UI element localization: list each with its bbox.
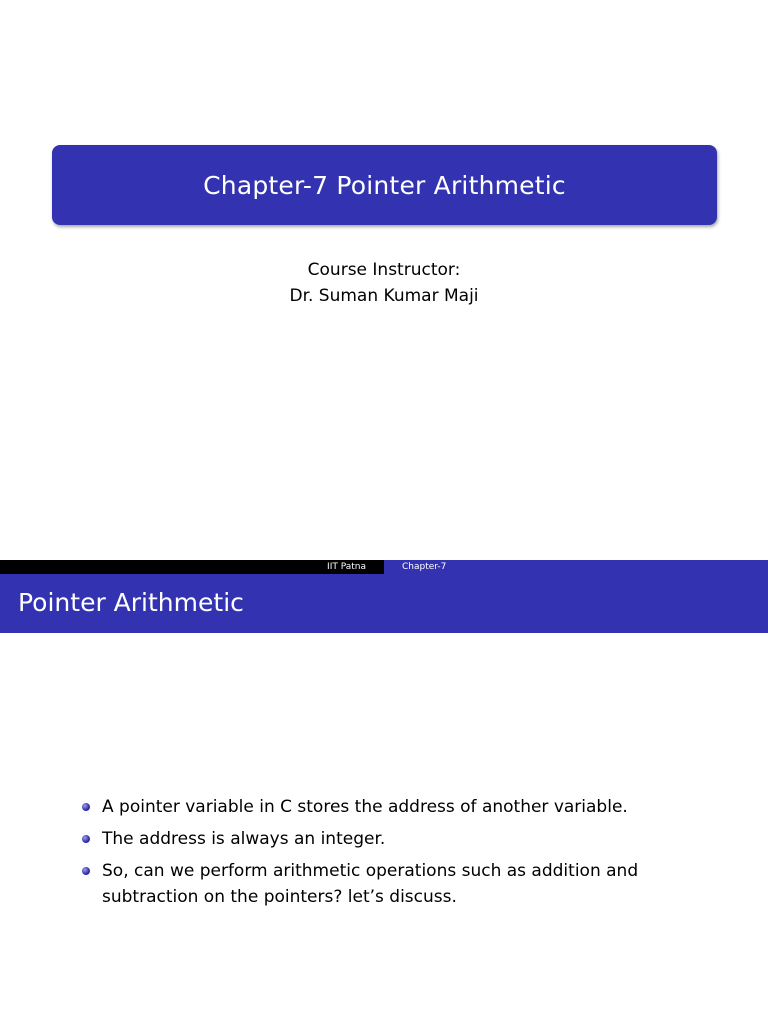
- list-item: [82, 826, 722, 852]
- title-box: [52, 145, 717, 225]
- bullet-list: [82, 794, 722, 916]
- bullet-icon: [82, 835, 90, 843]
- instructor-name: Dr. Suman Kumar Maji: [289, 286, 479, 306]
- footer-institute: IIT Patna: [0, 560, 384, 574]
- content-slide: [0, 560, 768, 1024]
- bullet-text: A pointer variable in C stores the address of another variable.: [102, 797, 628, 817]
- list-item: [82, 858, 722, 910]
- frame-title: Pointer Arithmetic: [18, 588, 244, 617]
- presentation-title: Chapter-7 Pointer Arithmetic: [203, 170, 566, 200]
- bullet-text: So, can we perform arithmetic operations such as addition and subtraction on the pointers? let’s discuss.: [102, 861, 639, 907]
- footer-bar: [0, 560, 768, 574]
- bullet-text: The address is always an integer.: [102, 829, 386, 849]
- instructor-label: Course Instructor:: [307, 260, 461, 280]
- list-item: [82, 794, 722, 820]
- footer-chapter: Chapter-7: [384, 560, 768, 574]
- bullet-icon: [82, 867, 90, 875]
- instructor-block: [0, 257, 768, 309]
- bullet-icon: [82, 803, 90, 811]
- frame-title-bar: [0, 574, 768, 633]
